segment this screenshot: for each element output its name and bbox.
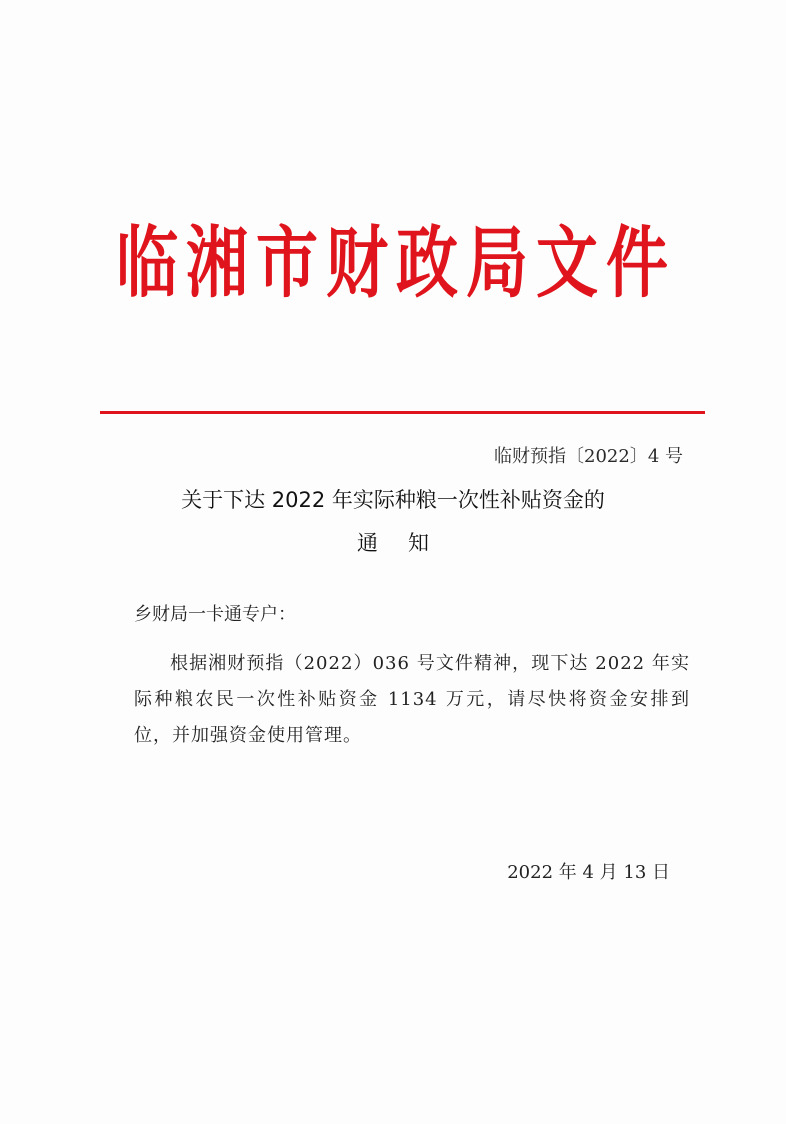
masthead (96, 208, 696, 318)
document-title-line-1: 关于下达 2022 年实际种粮一次性补贴资金的 (181, 488, 605, 512)
masthead-title: 临湘市财政局文件 (115, 216, 676, 308)
salutation: 乡财局一卡通专户： (134, 604, 296, 625)
issue-date: 2022 年 4 月 13 日 (507, 862, 670, 883)
masthead-divider (100, 411, 705, 414)
body-paragraph: 根据湘财预指（2022）036 号文件精神，现下达 2022 年实际种粮农民一次性补贴资金 1134 万元，请尽快将资金安排到位，并加强资金使用管理。 (134, 653, 690, 746)
document-number: 临财预指〔2022〕4 号 (494, 446, 683, 467)
document-title-line-2: 通知 (357, 531, 459, 555)
